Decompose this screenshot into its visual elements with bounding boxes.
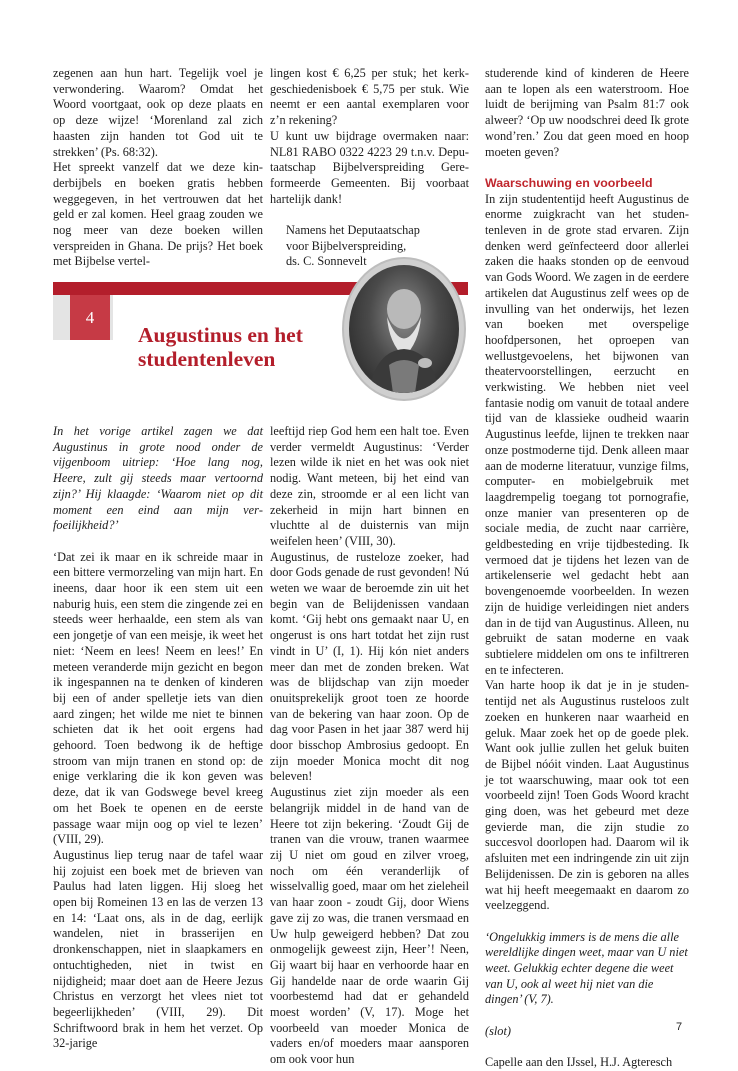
signature-line: ds. C. Sonnevelt: [286, 254, 367, 269]
paragraph: Augustinus ziet zijn moeder als een belangrijk middel in de hand van de Heere tot zijn bekering. ‘Zoudt Gij de tranen van die vrouw, tranen waarmee zij U niet om goud en zilver vroeg, noch om één veranderlijk of wisselvallig goed, maar om het zieleheil van haar zoon - zoudt Gij, door Wiens gave zij zo was, die tranen versmaad en Uw hulp geweigerd hebben? Dat zou onmogelijk geweest zijn, Heer’! Neen, Gij waart bij haar en verhoorde haar en Gij handelde naar de orde waarin Gij voorbestemd had dat er gehandeld moest worden’ (V, 17). Moge het voorbeeld van moeder Monica de vaders en/of moeders maar aansporen om ook voor hun: [270, 785, 469, 1067]
closing-note: (slot): [485, 1023, 511, 1038]
column-2-top: [270, 66, 469, 270]
paragraph: Augustinus, de rusteloze zoeker, had door Gods genade de rust gevonden! Nú weten we waar de beroemde zin uit het begin van de Belijdenissen vandaan komt. ‘Gij hebt ons gemaakt naar U, en ongerust is ons hart totdat het zijn rust vindt in U’ (I, 1). Hij kón niet anders meer dan met de zonden breken. Wat was de blijdschap van zijn moeder onuitsprekelijk groot toen ze hoorde van de bekering van haar zoon. Op de dag voor Pasen in het jaar 387 werd hij door bisschop Ambrosius gedoopt. En zijn moeder Monica mocht dit nog beleven!: [270, 549, 469, 784]
paragraph: U kunt uw bijdrage overmaken naar: NL81 RABO 0322 4223 29 t.n.v. Deputaatschap Bijbelverspreiding Gereformeerde Gemeenten. Bij voorbaat hartelijk dank!: [270, 128, 469, 206]
column-1-top: [53, 66, 263, 270]
signature-line: voor Bijbelverspreiding,: [286, 238, 407, 253]
paragraph: ‘Dat zei ik maar en ik schreide maar in een bittere vermorzeling van mijn hart. En ineens, daar hoor ik een stem uit een naburig huis, een stem die zingende zei en steeds weer herhaalde, een stem als van een jongetje of van een meisje, ik weet het niet: ‘Neem en lees! Neem en lees!’ En meteen veranderde mijn gezicht en begon ik ingespannen na te denken of kinderen bij een of ander spelletje iets van dien aard zingen; het wilde me niet te binnen schieten dat ik het ooit ergens had gehoord. Toen bedwong ik de heftige stroom van mijn tranen en stond op: de enige verklaring die ik kon geven was deze, dat ik van Godswege bevel kreeg om het Boek te openen en de eerste passage waar mijn oog op viel te lezen’ (VIII, 29).: [53, 549, 263, 847]
article-title-line: studentenleven: [138, 347, 276, 371]
column-2: [270, 424, 469, 1068]
paragraph: In zijn studententijd heeft Augustinus de enorme zuigkracht van het studentenleven in de grote stad ervaren. Zijn denken werd geïnfecteerd door allerlei zaken die haaks stonden op de eenvoud van Gods Woord. We zagen in de eerdere artikelen dat Augustinus zelf wees op de invulling van het onderwijs, het lezen van boeken met overspelige hoofdpersonen, het oproepen van wellustgevoelens, het bijwonen van theatervoorstellingen, eerzucht en verkwisting. We hebben niet veel fantasie nodig om vanuit de totaal andere tijd van de klassieke oudheid waarin Augustinus leefde, lijnen te trekken naar onze postmoderne tijd. Denk alleen maar aan de moderne literatuur, vunzige films, computer- en mobielgebruik met laagdrempelig toegang tot pornografie, onze manier van presenteren op de sociale media, de zucht naar carrière, geldbesteding en vrije tijdbesteding. Ik vermoed dat je tijdens het lezen van de artikelenserie wel gedacht hebt aan bovengenoemde voorbeelden. In wezen zijn de huidige verleidingen niet anders dan in de tijd van Augustinus. Alleen, nu gebruikt de satan moderne en vaak subtielere middelen om ons te infiltreren en te infecteren.: [485, 191, 689, 677]
paragraph: lingen kost € 6,25 per stuk; het kerkgeschiedenisboek € 5,75 per stuk. Wie neemt er een aantal exemplaren voor z’n rekening?: [270, 66, 469, 128]
paragraph: Het spreekt vanzelf dat we deze kinderbijbels en boeken gratis hebben weggegeven, in het vertrouwen dat het geld er zal komen. Heel graag zouden we nog meer van deze boeken willen verspreiden in Ghana. De prijs? Het boek met Bijbelse vertel-: [53, 160, 263, 269]
paragraph: Van harte hoop ik dat je in je studententijd net als Augustinus rusteloos zult zoeken en hunkeren naar waarheid en geluk. Maar zoek het op de goede plek. Want ook jullie zullen het geluk buiten de Bijbel nóóit vinden. Laat Augustinus je tot waarschuwing, maar ook tot een voorbeeld zijn! Toen Gods Woord kracht ging doen, was het gebeurd met deze gevierde man, die zijn studie zo succesvol doorlopen had. Daarom wil ik afsluiten met een indringende zin uit zijn Belijdenissen. De zin is geboren na alles wat hij heeft meegemaakt en daarom zo veelzeggend.: [485, 678, 689, 913]
article-intro: In het vorige artikel zagen we dat Augustinus in grote nood onder de vijgenboom uitriep: ‘Hoe lang nog, Heere, zult gij steeds maar vertoornd zijn?’ Hij klaagde: ‘Waarom niet op dit moment een eind aan mijn verfoeilijkheid?’: [53, 424, 263, 533]
author-line: Capelle aan den IJssel, H.J. Agteresch: [485, 1055, 673, 1070]
paragraph: zegenen aan hun hart. Tegelijk voel je verwondering. Waarom? Omdat het Woord voortgaat, ook op deze plaats en op deze wijze! ‘Morenland zal zich haasten zijn handen tot God uit te strekken’ (Ps. 68:32).: [53, 66, 263, 159]
column-3: [485, 66, 689, 1071]
closing-quote: ‘Ongelukkig immers is de mens die alle wereldlijke dingen weet, maar van U niet weet. Gelukkig echter degene die weet van U, ook al weet hij niet van die dingen’ (V, 7).: [485, 929, 688, 1007]
augustinus-portrait-image: [349, 265, 459, 393]
portrait-frame: [342, 257, 466, 401]
signature-line: Namens het Deputaatschap: [286, 223, 420, 238]
article-title-line: Augustinus en het: [138, 323, 303, 347]
paragraph: studerende kind of kinderen de Heere aan te lopen als een waterstroom. Hoe luidt de berijming van Psalm 81:7 ook alweer? ‘Op uw noodschrei deed Ik grote wond’ren.’ Zou dat geen moed en hoop moeten geven?: [485, 66, 689, 159]
paragraph: Augustinus liep terug naar de tafel waar hij zojuist een boek met de brieven van Paulus had laten liggen. Hij sloeg het open bij Romeinen 13 en las de verzen 13 en 14: ‘Laat ons, als in de dag, eerlijk wandelen, niet in brasserijen en dronkenschappen, niet in slaapkamers en ontuchtigheden, niet in twist en nijdigheid; maar doet aan de Heere Jezus Christus en verzorgt het vlees niet tot begeerlijkheden’ (VIII, 29). Dit Schriftwoord brak in hem het verzet. Op 32-jarige: [53, 847, 263, 1051]
page-number: 7: [676, 1021, 683, 1033]
portrait-illustration: [349, 265, 459, 393]
section-subheading: Waarschuwing en voorbeeld: [485, 175, 653, 190]
paragraph: leeftijd riep God hem een halt toe. Even verder vermeldt Augustinus: ‘Verder lezen wilde ik niet en het was ook niet nodig. Want meteen, bij het eind van deze zin, stroomde er al een licht van zekerheid in mijn hart binnen en vluchtte al de duisternis van mijn weifelen heen’ (VIII, 30).: [270, 424, 469, 548]
article-number-badge: 4: [70, 295, 110, 340]
column-1: [53, 424, 263, 1052]
